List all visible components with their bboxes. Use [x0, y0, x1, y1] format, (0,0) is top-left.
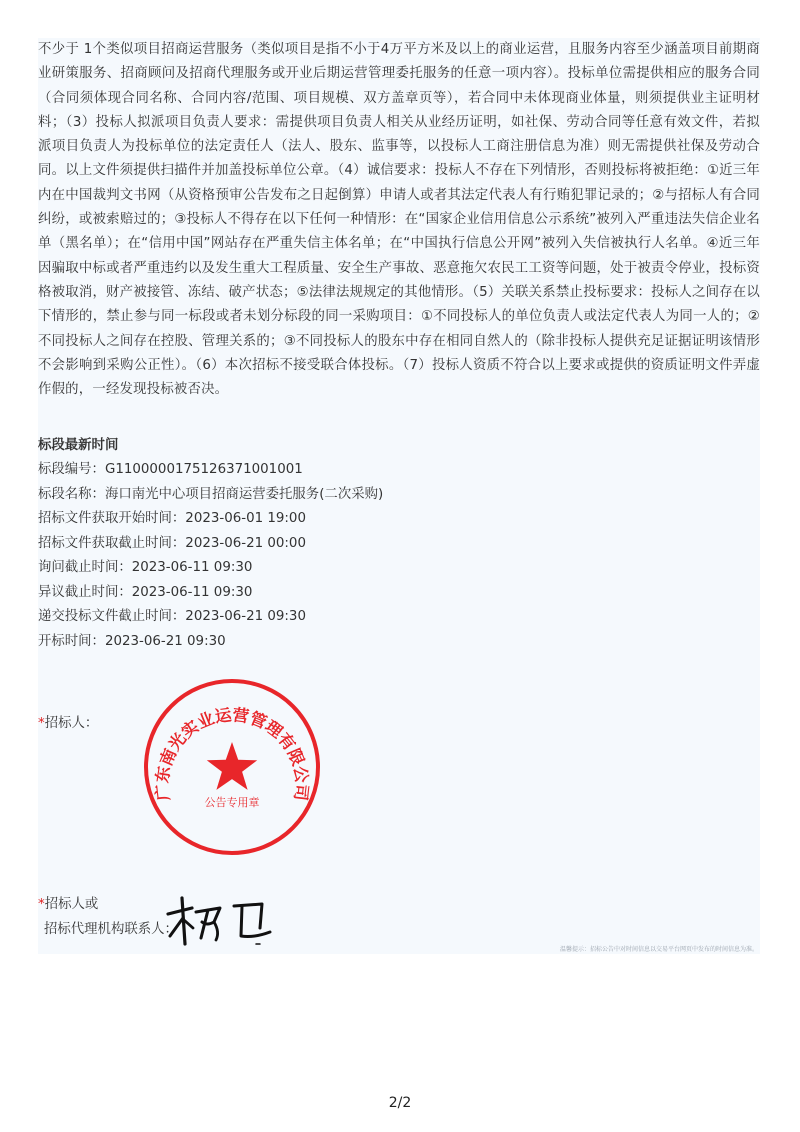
section-title: 标段最新时间 — [38, 438, 119, 453]
info-row-section-name: 标段名称：海口南光中心项目招商运营委托服务(二次采购) — [38, 486, 384, 502]
tenderer-label: 招标人： — [44, 716, 99, 731]
contact-label-line2: 招标代理机构联系人： — [44, 922, 178, 937]
contact-label-line1: 招标人或 — [44, 897, 99, 912]
company-seal — [141, 676, 323, 858]
page-number: 2/2 — [388, 1095, 412, 1111]
info-list — [38, 458, 383, 654]
info-row-inquiry-deadline: 询问截止时间：2023-06-11 09:30 — [38, 560, 253, 575]
info-row-submission-deadline: 递交投标文件截止时间：2023-06-21 09:30 — [38, 609, 306, 624]
contact-label-row-1 — [38, 895, 98, 915]
seal-company-name: 广东南光实业运营管理有限公司 — [152, 705, 312, 802]
seal-caption: 公告专用章 — [204, 796, 260, 809]
seal-star-icon — [207, 742, 257, 790]
info-row-objection-deadline: 异议截止时间：2023-06-11 09:30 — [38, 584, 253, 600]
handwritten-signature — [162, 892, 282, 948]
required-mark: * — [38, 716, 45, 731]
info-row-opening-time: 开标时间：2023-06-21 09:30 — [38, 633, 226, 649]
info-row-doc-end: 招标文件获取截止时间：2023-06-21 00:00 — [38, 535, 306, 551]
info-row-section-number: 标段编号：G1100000175126371001001 — [38, 462, 303, 477]
footnote: 温馨提示：招标公告中对时间信息以交易平台网页中发布的时间信息为准。 — [559, 946, 758, 953]
bidder-requirements-text: 不少于 1个类似项目招商运营服务（类似项目是指不小于4万平方米及以上的商业运营，且服务内容至少涵盖项目前期商业研策服务、招商顾问及招商代理服务或开业后期运营管理委托服务的任意一项内容）。投标单位需提供相应的服务合同（合同须体现合同名称、合同内容/范围、项目规模、双方盖章页等），若合同中未体现商业体量，则须提供业主证明材料；（3）投标人拟派项目负责人要求：需提供项目负责人相关从业经历证明，如社保、劳动合同等任意有效文件，若拟派项目负责人为投标单位的法定责任人（法人、股东、监事等，以投标人工商注册信息为准）则无需提供社保及劳动合同。以上文件须提供扫描件并加盖投标单位公章。（4）诚信要求：投标人不存在下列情形，否则投标将被拒绝：①近三年内在中国裁判文书网（从资格预审公告发布之日起倒算）申请人或者其法定代表人有行贿犯罪记录的；②与招标人有合同纠纷，或被索赔过的；③投标人不得存在以下任何一种情形：在“国家企业信用信息公示系统”被列入严重违法失信企业名单（黑名单）；在“信用中国”网站存在严重失信主体名单；在“中国执行信息公开网”被列入失信被执行人名单。④近三年因骗取中标或者严重违约以及发生重大工程质量、安全生产事故、恶意拖欠农民工工资等问题，处于被责令停业，投标资格被取消，财产被接管、冻结、破产状态；⑤法律法规规定的其他情形。（5）关联关系禁止投标要求：投标人之间存在以下情形的，禁止参与同一标段或者未划分标段的同一采购项目：①不同投标人的单位负责人或法定代表人为同一人的；②不同投标人之间存在控股、管理关系的；③不同投标人的股东中存在相同自然人的（除非投标人提供充足证据证明该情形不会影响到采购公正性）。（6）本次招标不接受联合体投标。（7）投标人资质不符合以上要求或提供的资质证明文件弄虚作假的，一经发现投标被否决。 — [38, 42, 760, 398]
contact-label-row-2 — [44, 920, 178, 940]
required-mark: * — [38, 897, 45, 912]
tenderer-label-row — [38, 714, 98, 734]
info-row-doc-start: 招标文件获取开始时间：2023-06-01 19:00 — [38, 511, 306, 526]
